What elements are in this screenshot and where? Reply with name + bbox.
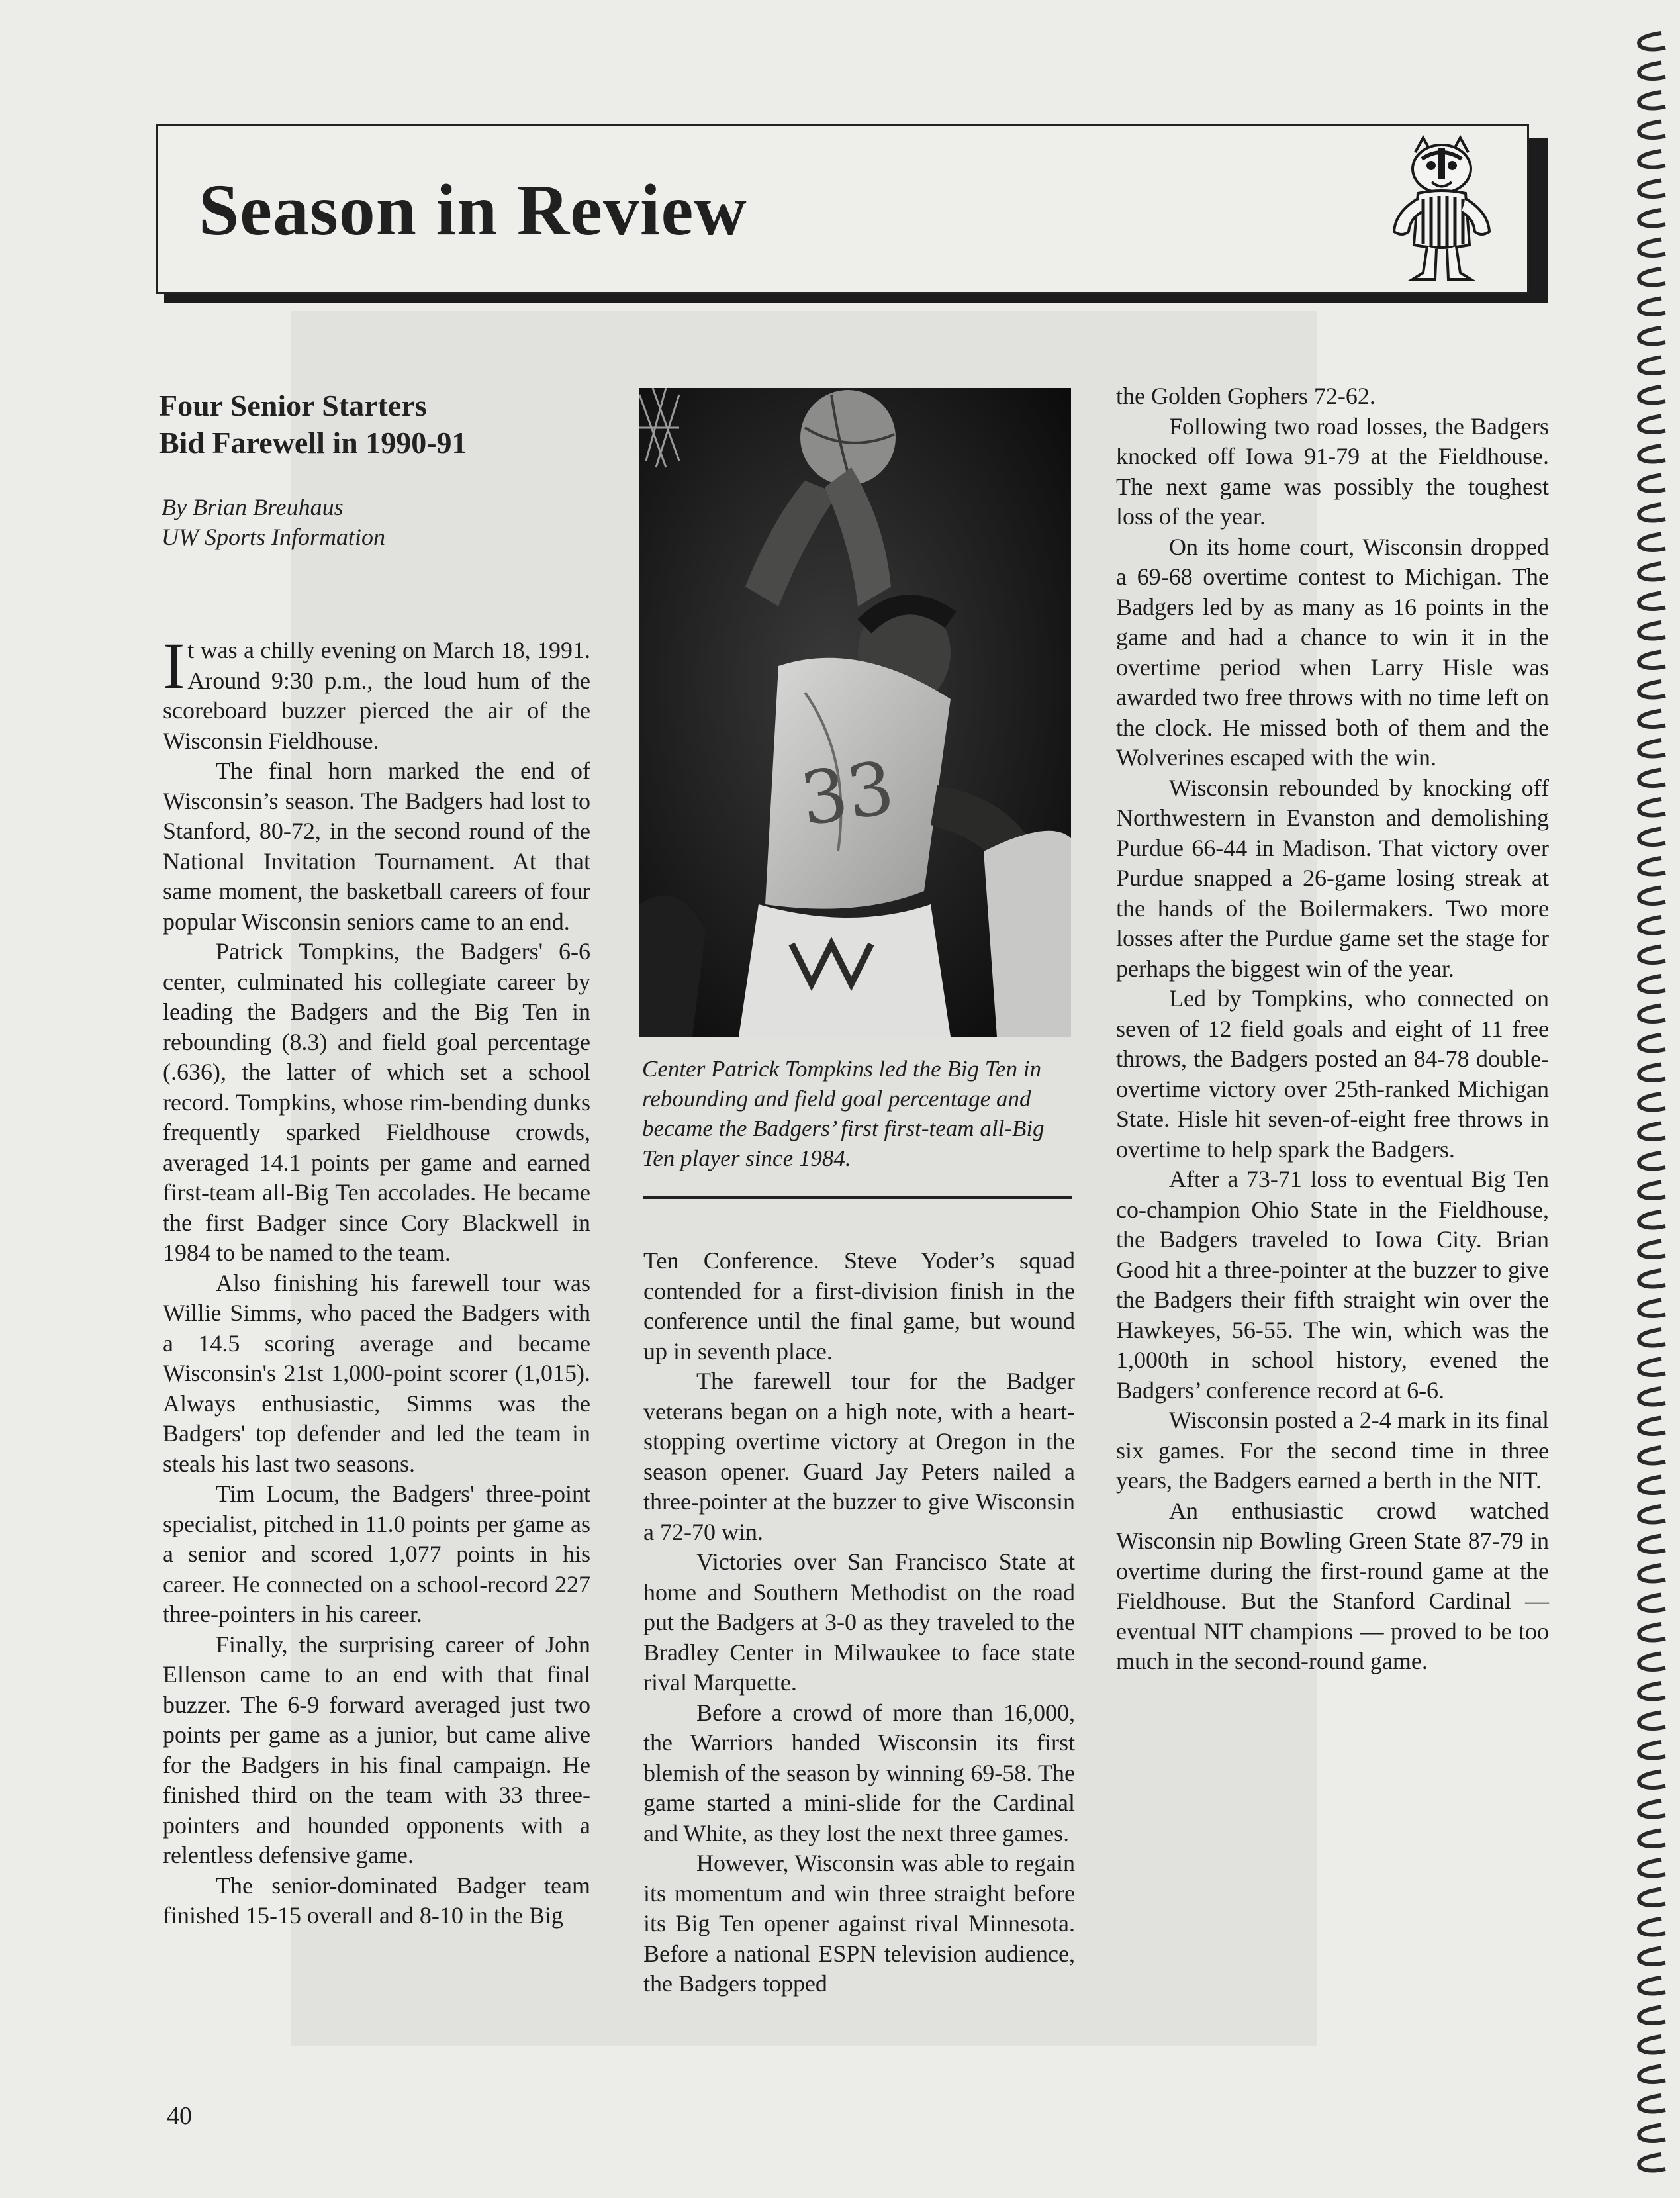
paragraph: Wisconsin posted a 2-4 mark in its final six games. For the second time in three years, the Badgers earned a berth in the NIT. — [1116, 1407, 1549, 1494]
spiral-coil — [1639, 210, 1665, 226]
spiral-coil — [1639, 1388, 1665, 1405]
spiral-coil — [1639, 1065, 1665, 1081]
spiral-coil — [1639, 534, 1665, 551]
article-column-3 — [1116, 381, 1549, 1677]
spiral-coil — [1639, 1742, 1665, 1758]
badger-mascot-icon — [1376, 132, 1508, 285]
article-headline-line2: Bid Farewell in 1990-91 — [159, 426, 467, 459]
paragraph: Tim Locum, the Badgers' three-point specialist, pitched in 11.0 points per game as a senior and scored 1,077 points in his career. He connected on a school-record 227 three-pointers in his career. — [163, 1480, 590, 1627]
article-headline-line1: Four Senior Starters — [159, 389, 427, 422]
spiral-coil — [1639, 122, 1665, 138]
spiral-coil — [1639, 2125, 1665, 2142]
spiral-coil — [1639, 1978, 1665, 1994]
spiral-coil — [1639, 2154, 1665, 2171]
spiral-coil — [1639, 593, 1665, 610]
spiral-coil — [1639, 1595, 1665, 1611]
spiral-coil — [1639, 2036, 1665, 2053]
spiral-coil — [1639, 92, 1665, 109]
spiral-coil — [1639, 1772, 1665, 1788]
spiral-coil — [1639, 240, 1665, 256]
spiral-coil — [1639, 947, 1665, 963]
spiral-coil — [1639, 1094, 1665, 1110]
spiral-coil — [1639, 1212, 1665, 1228]
paragraph: It was a chilly evening on March 18, 1991. Around 9:30 p.m., the loud hum of the scoreboard buzzer pierced the air of the Wisconsin Fieldhouse. — [163, 629, 590, 754]
paragraph: After a 73-71 loss to eventual Big Ten co-champion Ohio State in the Fieldhouse, the Badgers traveled to Iowa City. Brian Good hit a three-pointer at the buzzer to give the Badgers their fifth straight win over the Hawkeyes, 56-55. The win, which was the 1,000th in school history, evened the Badgers’ conference record at 6-6. — [1116, 1166, 1549, 1404]
paragraph: Before a crowd of more than 16,000, the Warriors handed Wisconsin its first blemish of the season by winning 69-58. The game started a mini-slide for the Cardinal and White, as they lost the next three games. — [643, 1699, 1075, 1846]
paragraph: Led by Tompkins, who connected on seven of 12 field goals and eight of 11 free throws, the Badgers posted an 84-78 double-overtime victory over 25th-ranked Michigan State. Hisle hit seven-of-eight free throws in overtime to help spark the Badgers. — [1116, 985, 1549, 1163]
spiral-coil — [1639, 2007, 1665, 2024]
spiral-coil — [1639, 681, 1665, 698]
spiral-coil — [1639, 917, 1665, 933]
spiral-coil — [1639, 1831, 1665, 1847]
spiral-coil — [1639, 1860, 1665, 1876]
spiral-coil — [1639, 1123, 1665, 1140]
spiral-coil — [1639, 387, 1665, 403]
paragraph: An enthusiastic crowd watched Wisconsin nip Bowling Green State 87-79 in overtime during the first-round game at the Fieldhouse. But the Stanford Cardinal — eventual NIT champions — proved to be too much in the second-round game. — [1116, 1497, 1549, 1674]
spiral-coil — [1639, 416, 1665, 433]
spiral-coil — [1639, 63, 1665, 79]
spiral-coil — [1639, 504, 1665, 521]
paragraph: On its home court, Wisconsin dropped a 69-68 overtime contest to Michigan. The Badgers led by as many as 16 points in the game and had a chance to win it in the overtime period when Larry Hisle was awarded two free throws with no time left on the clock. He missed both of them and the Wolverines escaped with the win. — [1116, 533, 1549, 771]
page-number: 40 — [167, 2102, 192, 2130]
spiral-coil — [1639, 1241, 1665, 1258]
spiral-coil — [1639, 652, 1665, 669]
spiral-coil — [1639, 1713, 1665, 1729]
spiral-coil — [1639, 1506, 1665, 1523]
spiral-coil — [1639, 269, 1665, 285]
paragraph: The final horn marked the end of Wisconsin’s season. The Badgers had lost to Stanford, 80-72, in the second round of the National Invitation Tournament. At that same moment, the basketball careers of four popular Wisconsin seniors came to an end. — [163, 757, 590, 935]
byline — [162, 493, 385, 552]
spiral-coil — [1639, 770, 1665, 787]
spiral-coil — [1639, 181, 1665, 197]
spiral-coil — [1639, 1565, 1665, 1582]
article-column-1 — [163, 629, 590, 1931]
photo-caption: Center Patrick Tompkins led the Big Ten in rebounding and field goal percentage and became the Badgers’ first first-team all-Big Ten player since 1984. — [642, 1056, 1045, 1171]
spiral-binding-icon — [1628, 26, 1675, 2185]
paragraph: Following two road losses, the Badgers knocked off Iowa 91-79 at the Fieldhouse. The next game was possibly the toughest loss of the year. — [1116, 412, 1549, 530]
spiral-coil — [1639, 1359, 1665, 1376]
svg-text:33: 33 — [795, 745, 900, 842]
spiral-coil — [1639, 151, 1665, 167]
spiral-coil — [1639, 1683, 1665, 1699]
spiral-coil — [1639, 1919, 1665, 1935]
spiral-coil — [1639, 328, 1665, 344]
paragraph: Finally, the surprising career of John Ellenson came to an end with that final buzzer. The 6-9 forward averaged just two points per game as a junior, but came alive for the Badgers in his final campaign. He finished third on the team with 33 three-pointers and hounded opponents with a relentless defensive game. — [163, 1631, 590, 1868]
spiral-coil — [1639, 2095, 1665, 2112]
spiral-coil — [1639, 1889, 1665, 1906]
spiral-coil — [1639, 622, 1665, 639]
article-headline — [159, 387, 467, 461]
article-column-2 — [643, 1246, 1075, 1999]
caption-divider — [643, 1196, 1072, 1199]
drop-cap: I — [163, 629, 185, 702]
spiral-coil — [1639, 1035, 1665, 1051]
basketball-player-photo — [639, 388, 1071, 1037]
paragraph: However, Wisconsin was able to regain its momentum and win three straight before its Big Ten opener against rival Minnesota. Before a national ESPN television audience, the Badgers topped — [643, 1850, 1075, 1997]
byline-author: By Brian Breuhaus — [162, 494, 344, 520]
page-title: Season in Review — [199, 169, 747, 250]
spiral-coil — [1639, 888, 1665, 904]
paragraph: Ten Conference. Steve Yoder’s squad contended for a first-division finish in the conference until the final game, but wound up in seventh place. — [643, 1247, 1075, 1364]
paragraph: The farewell tour for the Badger veterans began on a high note, with a heart-stopping overtime victory at Oregon in the season opener. Guard Jay Peters nailed a three-pointer at the buzzer to give Wisconsin a 72-70 win. — [643, 1368, 1075, 1545]
spiral-coil — [1639, 1300, 1665, 1317]
paragraph: Victories over San Francisco State at home and Southern Methodist on the road put the Badgers at 3-0 as they traveled to the Bradley Center in Milwaukee to face state rival Marquette. — [643, 1549, 1075, 1696]
spiral-coil — [1639, 740, 1665, 757]
spiral-coil — [1639, 1624, 1665, 1641]
spiral-coil — [1639, 1006, 1665, 1022]
spiral-coil — [1639, 1153, 1665, 1169]
spiral-coil — [1639, 1270, 1665, 1287]
spiral-coil — [1639, 1182, 1665, 1199]
paragraph: Wisconsin rebounded by knocking off Northwestern in Evanston and demolishing Purdue 66-44 in Madison. That victory over Purdue snapped a 26-game losing streak at the hands of the Boilermakers. Two more losses after the Purdue game set the stage for perhaps the biggest win of the year. — [1116, 774, 1549, 982]
spiral-coil — [1639, 1477, 1665, 1494]
spiral-coil — [1639, 799, 1665, 816]
paragraph: the Golden Gophers 72-62. — [1116, 383, 1376, 409]
spiral-coil — [1639, 1801, 1665, 1817]
paragraph: Also finishing his farewell tour was Willie Simms, who paced the Badgers with a 14.5 scoring average and became Wisconsin's 21st 1,000-point scorer (1,015). Always enthusiastic, Simms was the Badgers' top defender and led the team in steals his last two seasons. — [163, 1269, 590, 1477]
paragraph: The senior-dominated Badger team finished 15-15 overall and 8-10 in the Big — [163, 1872, 590, 1929]
spiral-coil — [1639, 829, 1665, 845]
spiral-coil — [1639, 1654, 1665, 1670]
spiral-coil — [1639, 33, 1665, 50]
spiral-coil — [1639, 563, 1665, 580]
spiral-coil — [1639, 358, 1665, 374]
paragraph: Patrick Tompkins, the Badgers' 6-6 center, culminated his collegiate career by leading the Badgers and the Big Ten in rebounding (8.3) and field goal percentage (.636), the latter of which set a school record. Tompkins, whose rim-bending dunks frequently sparked Fieldhouse crowds, averaged 14.1 points per game and earned first-team all-Big Ten accolades. He became the first Badger since Cory Blackwell in 1984 to be named to the team. — [163, 938, 590, 1266]
spiral-coil — [1639, 2066, 1665, 2083]
spiral-coil — [1639, 711, 1665, 728]
spiral-coil — [1639, 1536, 1665, 1553]
spiral-coil — [1639, 446, 1665, 462]
spiral-coil — [1639, 858, 1665, 875]
byline-organization: UW Sports Information — [162, 524, 386, 550]
spiral-coil — [1639, 299, 1665, 315]
spiral-coil — [1639, 1948, 1665, 1965]
spiral-coil — [1639, 1329, 1665, 1346]
spiral-coil — [1639, 1447, 1665, 1464]
spiral-coil — [1639, 1418, 1665, 1435]
spiral-coil — [1639, 475, 1665, 492]
spiral-coil — [1639, 976, 1665, 992]
